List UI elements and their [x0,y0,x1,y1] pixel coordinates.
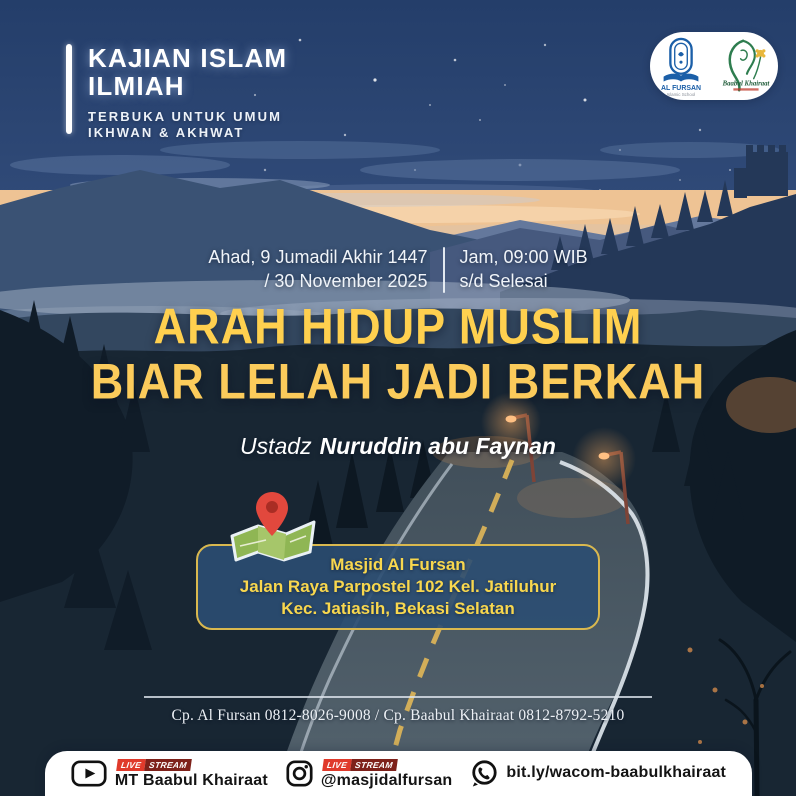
whatsapp-icon [470,759,498,787]
venue-line2: Jalan Raya Parpostel 102 Kel. Jatiluhur [239,577,557,597]
series-title-line2: ILMIAH [88,71,185,102]
whatsapp-link[interactable] [470,759,726,787]
live-badge-stream: STREAM [350,759,397,771]
whatsapp-link-label: bit.ly/wacom-baabulkhairaat [506,763,727,781]
baabul-khairaat-logo-name: Baabul Khairaat [722,80,770,88]
live-stream-badge [322,759,397,771]
venue-card [196,544,600,630]
event-title-line1: ARAH HIDUP MUSLIM [153,297,643,355]
speaker-name: Nuruddin abu Faynan [319,433,556,459]
instagram-account-link[interactable] [286,759,453,790]
schedule-divider [443,247,445,293]
al-fursan-logo-name: AL FURSAN [661,85,701,93]
speaker-prefix: Ustadz [240,433,312,459]
footer-social-bar [45,751,752,796]
audience-line1: TERBUKA UNTUK UMUM [88,109,283,125]
al-fursan-logo-icon [652,35,710,97]
baabul-khairaat-logo-tagline-mark [733,88,758,90]
venue-line3: Kec. Jatiasih, Bekasi Selatan [281,599,515,619]
live-badge-live: LIVE [322,759,352,771]
map-pin-icon [226,490,318,572]
venue-line1: Masjid Al Fursan [330,555,466,574]
schedule-row [0,246,796,294]
baabul-khairaat-logo-icon [714,35,776,97]
live-badge-live: LIVE [116,759,146,771]
schedule-time-line1: Jam, 09:00 WIB [459,247,588,267]
youtube-icon [71,760,107,787]
youtube-channel-link[interactable] [71,759,268,790]
event-series-header [66,44,287,142]
instagram-icon [286,760,313,787]
contact-line: Cp. Al Fursan 0812-8026-9008 / Cp. Baabul Khairaat 0812-8792-5210 [171,707,625,724]
schedule-date-line1: Ahad, 9 Jumadil Akhir 1447 [208,247,428,267]
contact-divider [144,696,652,698]
schedule-date-line2: / 30 November 2025 [264,270,428,291]
event-title-line2: BIAR LELAH JADI BERKAH [90,352,706,410]
live-stream-badge [116,759,191,771]
header-accent-bar [66,44,72,134]
al-fursan-logo-tagline: Islamic School [666,91,696,97]
series-title-line1: KAJIAN ISLAM [88,43,288,73]
speaker-line [0,433,796,460]
youtube-channel-label: MT Baabul Khairaat [114,772,268,789]
organizer-logos [650,32,778,100]
schedule-time-line2: s/d Selesai [459,270,548,291]
audience-line2: IKHWAN & AKHWAT [88,125,245,141]
event-title [0,297,796,410]
instagram-account-label: @masjidalfursan [320,772,453,789]
live-badge-stream: STREAM [144,759,191,771]
